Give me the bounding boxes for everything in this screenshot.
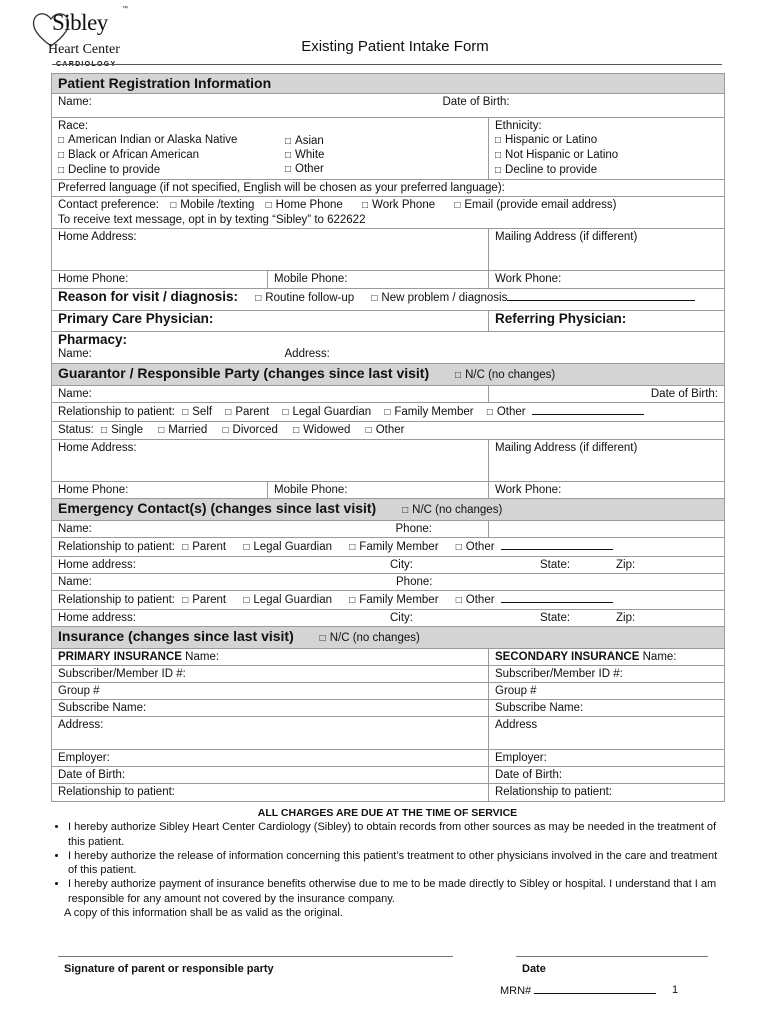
guarantor-rel-family[interactable]: □ Family Member xyxy=(384,406,473,418)
guarantor-rel-other[interactable]: □ Other xyxy=(487,406,526,418)
insurance-no-changes-checkbox[interactable]: □ N/C (no changes) xyxy=(320,632,420,644)
emergency2-relationship-row xyxy=(52,591,725,610)
logo-tm: ™ xyxy=(122,6,128,12)
emergency2-rel-guardian[interactable]: □ Legal Guardian xyxy=(243,594,332,606)
guarantor-status-single[interactable]: □ Single xyxy=(101,424,143,436)
emergency2-rel-label: Relationship to patient: xyxy=(58,594,175,606)
guarantor-rel-label: Relationship to patient: xyxy=(58,406,175,418)
secondary-dob-field[interactable]: Date of Birth: xyxy=(489,767,725,784)
logo-line3: CARDIOLOGY xyxy=(56,61,117,68)
ethnicity-option-not-hispanic[interactable]: □ Not Hispanic or Latino xyxy=(495,148,718,163)
secondary-subscriber-id-field[interactable]: Subscriber/Member ID #: xyxy=(489,666,725,683)
guarantor-no-changes-checkbox[interactable]: □ N/C (no changes) xyxy=(455,369,555,381)
emergency-no-changes-checkbox[interactable]: □ N/C (no changes) xyxy=(402,504,502,516)
guarantor-section-header: Guarantor / Responsible Party (changes since last visit) □ N/C (no changes) xyxy=(52,364,725,386)
primary-subscriber-id-field[interactable]: Subscriber/Member ID #: xyxy=(52,666,489,683)
pharmacy-address-field[interactable]: Address: xyxy=(284,348,330,360)
emergency2-rel-other-line[interactable] xyxy=(501,592,613,603)
secondary-insurance-label: SECONDARY INSURANCE xyxy=(495,651,640,663)
emergency1-rel-other-line[interactable] xyxy=(501,539,613,550)
reason-blank-line[interactable] xyxy=(507,290,695,301)
guarantor-home-address-field[interactable]: Home Address: xyxy=(52,440,489,482)
emergency2-name-field[interactable]: Name: xyxy=(58,576,92,588)
guarantor-rel-parent[interactable]: □ Parent xyxy=(225,406,269,418)
copy-validity-note: A copy of this information shall be as valid as the original. xyxy=(64,907,343,920)
pharmacy-name-field[interactable]: Name: xyxy=(58,348,92,360)
patient-work-phone-field[interactable]: Work Phone: xyxy=(489,271,725,289)
mrn-field[interactable] xyxy=(500,984,656,997)
pharmacy-label: Pharmacy: xyxy=(58,332,128,347)
secondary-group-field[interactable]: Group # xyxy=(489,683,725,700)
contact-preference-label: Contact preference: xyxy=(58,199,160,211)
emergency2-rel-family[interactable]: □ Family Member xyxy=(349,594,438,606)
insurance-section-header: Insurance (changes since last visit) □ N/C (no changes) xyxy=(52,627,725,649)
authorization-list xyxy=(51,820,724,906)
charges-heading: ALL CHARGES ARE DUE AT THE TIME OF SERVICE xyxy=(257,807,518,819)
reason-for-visit-row xyxy=(52,289,725,311)
guarantor-status-row xyxy=(52,422,725,440)
date-line[interactable] xyxy=(516,956,708,957)
guarantor-status-other[interactable]: □ Other xyxy=(366,424,405,436)
legal-section xyxy=(51,806,724,920)
pharmacy-cell xyxy=(52,332,725,364)
patient-mobile-phone-field[interactable]: Mobile Phone: xyxy=(268,271,489,289)
emergency1-rel-guardian[interactable]: □ Legal Guardian xyxy=(243,541,332,553)
emergency1-rel-label: Relationship to patient: xyxy=(58,541,175,553)
emergency2-phone-field[interactable]: Phone: xyxy=(396,576,433,588)
emergency1-zip-field[interactable]: Zip: xyxy=(616,559,636,571)
guarantor-mailing-address-field[interactable]: Mailing Address (if different) xyxy=(489,440,725,482)
emergency2-city-field[interactable]: City: xyxy=(390,612,413,624)
primary-employer-field[interactable]: Employer: xyxy=(52,750,489,767)
authorization-item: • I hereby authorize Sibley Heart Center Cardiology (Sibley) to obtain records from other sources as may be needed in the treatment of this patient. xyxy=(68,820,724,849)
race-cell xyxy=(52,118,489,180)
signature-line[interactable] xyxy=(58,956,453,957)
contact-option-home[interactable]: □ Home Phone xyxy=(266,199,343,211)
secondary-insurance-name-label: Name: xyxy=(642,651,677,663)
race-label: Race: xyxy=(58,120,89,132)
secondary-employer-field[interactable]: Employer: xyxy=(489,750,725,767)
primary-insurance-name-field[interactable] xyxy=(52,649,489,666)
secondary-address-field[interactable]: Address xyxy=(489,717,725,750)
secondary-subscribe-name-field[interactable]: Subscribe Name: xyxy=(489,700,725,717)
guarantor-status-label: Status: xyxy=(58,424,94,436)
guarantor-rel-guardian[interactable]: □ Legal Guardian xyxy=(282,406,371,418)
primary-relationship-field[interactable]: Relationship to patient: xyxy=(52,784,489,802)
secondary-insurance-name-field[interactable] xyxy=(489,649,725,666)
logo-brand: Sibley xyxy=(52,10,108,35)
patient-home-phone-field[interactable]: Home Phone: xyxy=(52,271,268,289)
reason-option-routine[interactable]: □ Routine follow-up xyxy=(255,292,354,304)
guarantor-rel-other-line[interactable] xyxy=(532,404,644,415)
guarantor-rel-self[interactable]: □ Self xyxy=(182,406,212,418)
emergency2-state-field[interactable]: State: xyxy=(540,612,571,624)
contact-option-work[interactable]: □ Work Phone xyxy=(362,199,435,211)
patient-name-label: Name: xyxy=(58,96,92,108)
guarantor-dob-field[interactable]: Date of Birth: xyxy=(489,386,725,403)
guarantor-status-married[interactable]: □ Married xyxy=(158,424,207,436)
emergency2-address-row xyxy=(52,610,725,627)
signature-label: Signature of parent or responsible party xyxy=(64,963,274,975)
contact-preference-cell xyxy=(52,197,725,229)
patient-section-header: Patient Registration Information xyxy=(52,74,725,94)
race-option-american-indian[interactable]: □ American Indian or Alaska Native xyxy=(58,133,482,148)
primary-insurance-name-label: Name: xyxy=(185,651,220,663)
emergency-section-header: Emergency Contact(s) (changes since last visit) □ N/C (no changes) xyxy=(52,499,725,521)
guarantor-work-phone-field[interactable]: Work Phone: xyxy=(489,482,725,499)
patient-name-dob-row[interactable] xyxy=(52,94,725,118)
form-title: Existing Patient Intake Form xyxy=(301,38,489,55)
ethnicity-label: Ethnicity: xyxy=(495,120,542,132)
contact-option-mobile[interactable]: □ Mobile /texting xyxy=(170,199,254,211)
emergency1-rel-other[interactable]: □ Other xyxy=(456,541,495,553)
emergency2-zip-field[interactable]: Zip: xyxy=(616,612,636,624)
race-option-white[interactable]: □ White xyxy=(285,148,324,163)
primary-insurance-label: PRIMARY INSURANCE xyxy=(58,651,182,663)
race-option-decline[interactable]: □ Decline to provide xyxy=(58,163,482,178)
ethnicity-option-hispanic[interactable]: □ Hispanic or Latino xyxy=(495,133,718,148)
emergency2-home-address-field[interactable]: Home address: xyxy=(58,612,136,624)
emergency1-state-field[interactable]: State: xyxy=(540,559,571,571)
emergency2-rel-parent[interactable]: □ Parent xyxy=(182,594,226,606)
race-option-other[interactable]: □ Other xyxy=(285,162,324,177)
primary-address-field[interactable]: Address: xyxy=(52,717,489,750)
emergency1-city-field[interactable]: City: xyxy=(390,559,413,571)
ethnicity-cell xyxy=(489,118,725,180)
preferred-language-field[interactable]: Preferred language (if not specified, English will be chosen as your preferred language): xyxy=(52,180,725,197)
patient-home-address-field[interactable]: Home Address: xyxy=(52,229,489,271)
authorization-item: • I hereby authorize payment of insurance benefits otherwise due to me to be made directly to Sibley or hospital. I understand that I am responsible for any amount not covered by the insurance company. xyxy=(68,877,724,906)
emergency1-home-address-field[interactable]: Home address: xyxy=(58,559,136,571)
patient-mailing-address-field[interactable]: Mailing Address (if different) xyxy=(489,229,725,271)
date-label: Date xyxy=(522,963,546,975)
authorization-item: • I hereby authorize the release of information concerning this patient’s treatment to other physicians involved in the care and treatment of this patient. xyxy=(68,849,724,878)
contact-option-email[interactable]: □ Email (provide email address) xyxy=(454,199,616,211)
emergency1-address-row xyxy=(52,557,725,574)
page-number: 1 xyxy=(672,984,679,996)
emergency2-rel-other[interactable]: □ Other xyxy=(456,594,495,606)
primary-dob-field[interactable]: Date of Birth: xyxy=(52,767,489,784)
emergency1-rel-family[interactable]: □ Family Member xyxy=(349,541,438,553)
primary-subscribe-name-field[interactable]: Subscribe Name: xyxy=(52,700,489,717)
ethnicity-option-decline[interactable]: □ Decline to provide xyxy=(495,163,718,178)
mrn-label: MRN# xyxy=(500,985,532,997)
primary-care-physician-field[interactable]: Primary Care Physician: xyxy=(52,311,489,332)
race-option-asian[interactable]: □ Asian xyxy=(285,134,324,149)
text-optin-note: To receive text message, opt in by texting “Sibley” to 622622 xyxy=(58,214,366,226)
guarantor-status-divorced[interactable]: □ Divorced xyxy=(222,424,277,436)
secondary-relationship-field[interactable]: Relationship to patient: xyxy=(489,784,725,802)
guarantor-mobile-phone-field[interactable]: Mobile Phone: xyxy=(268,482,489,499)
header-rule xyxy=(52,64,722,65)
emergency1-rel-parent[interactable]: □ Parent xyxy=(182,541,226,553)
guarantor-status-widowed[interactable]: □ Widowed xyxy=(293,424,350,436)
mrn-line[interactable] xyxy=(534,984,656,994)
reason-option-new-problem[interactable]: □ New problem / diagnosis xyxy=(371,292,507,304)
race-option-black[interactable]: □ Black or African American xyxy=(58,148,482,163)
logo-line2: Heart Center xyxy=(48,42,120,57)
guarantor-home-phone-field[interactable]: Home Phone: xyxy=(52,482,268,499)
patient-dob-label: Date of Birth: xyxy=(442,96,510,108)
emergency1-relationship-row xyxy=(52,538,725,557)
reason-label: Reason for visit / diagnosis: xyxy=(58,289,239,304)
referring-physician-field[interactable]: Referring Physician: xyxy=(489,311,725,332)
intake-form-table: Patient Registration Information Name: Date of Birth: Race: □ American Indian or Alaska Native □ Black or African American □ Decline to provide □ Asian □ White □ Other Ethnicity: □ Hispanic or Latino □ Not Hispanic or Latino □ Decline to provide Preferred language (if not specified, English will be chosen as your preferred language): Contact preference: □ Mobile /texting □ Home Phone □ Work Phone □ Email (provide email address) To receive text message, opt in by texting “Sibley” to 622622 Home Address: Mailing Address (if different) Home Phone: Mobile Phone: Work Phone: Reason for visit / diagnosis: □ Routine follow-up □ New problem / diagnosis Primary Care Physician: Referring Physician: Pharmacy: Name: Address: Guarantor / Responsible Party (changes since last visit) □ N/C (no changes) Name: Date of Birth: Relationship to patient: □ Self □ Parent □ Legal Guardian □ Family Member □ Other Status: □ Single □ Married □ Divorced □ Widowed □ Other Home Address: Mailing Address (if different) Home Phone: Mobile Phone: Work Phone: Emergency Contact(s) (changes since last visit) □ N/C (no changes) Name: Phone: Relationship to patient: □ Parent □ Legal Guardian □ Family Member □ Other Home address: City: State: Zip: Name: Phone: Relationship to patient: □ Parent □ Legal Guardian □ Family Member □ Other Home address: City: State: Zip: Insurance (changes since last visit) □ N/C (no changes) PRIMARY INSURANCE Name: SECONDARY INSURANCE Name: Subscriber/Member ID #: Subscriber/Member ID #: Group # Group # Subscribe Name: Subscribe Name: Address: Address Employer: Employer: Date of Birth: Date of Birth: Relationship to patient: Relationship to patient: xyxy=(51,73,725,802)
guarantor-relationship-row xyxy=(52,403,725,422)
emergency2-name-phone-row xyxy=(52,574,725,591)
primary-group-field[interactable]: Group # xyxy=(52,683,489,700)
emergency1-name-field[interactable]: Name: xyxy=(58,523,92,535)
guarantor-name-field[interactable]: Name: xyxy=(52,386,489,403)
